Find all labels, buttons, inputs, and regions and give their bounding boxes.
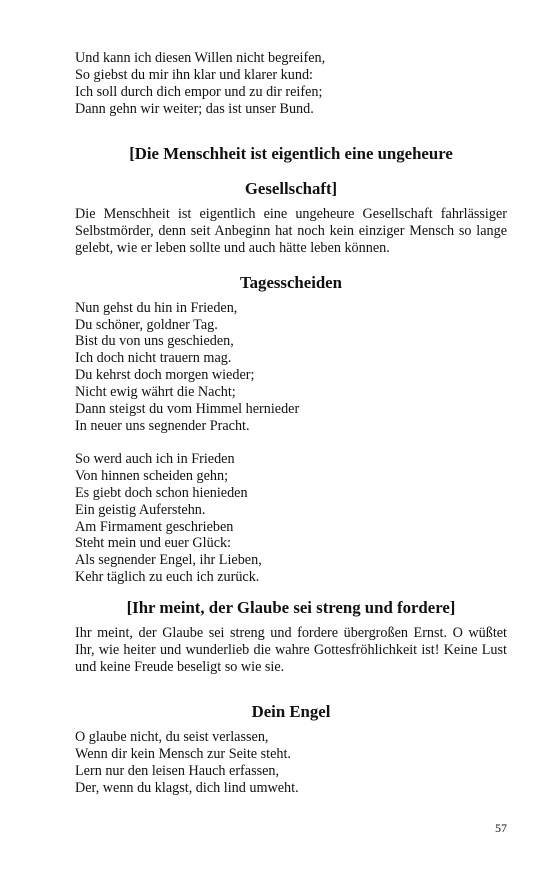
section-text-glaube: Ihr meint, der Glaube sei streng und fordere übergroßen Ernst. O wüßtet Ihr, wie heiter und wunderlieb die wahre Gottesfröhlichkeit ist! Keine Lust und keine Freude beseligt so wie sie. <box>75 625 507 676</box>
verse-line: Wenn dir kein Mensch zur Seite steht. <box>75 746 291 763</box>
verse-line: Ich soll durch dich empor und zu dir reifen; <box>75 83 323 100</box>
verse-line: Ein geistig Auferstehn. <box>75 501 206 518</box>
section-title-glaube: [Ihr meint, der Glaube sei streng und fordere] <box>126 598 456 618</box>
page-content <box>75 50 507 797</box>
verse-line: Nun gehst du hin in Frieden, <box>75 299 238 316</box>
section-title-tagesscheiden: Tagesscheiden <box>240 272 342 292</box>
verse-line: Lern nur den leisen Hauch erfassen, <box>75 762 280 779</box>
verse-line: In neuer uns segnender Pracht. <box>75 417 250 434</box>
title-line: Gesellschaft] <box>244 178 338 198</box>
verse-line: Nicht ewig währt die Nacht; <box>75 384 236 401</box>
verse-line: O glaube nicht, du seist verlassen, <box>75 729 269 746</box>
verse-line: Es giebt doch schon hienieden <box>75 484 248 501</box>
page-number: 57 <box>495 821 507 835</box>
verse-line: Der, wenn du klagst, dich lind umweht. <box>75 779 299 796</box>
section-title-engel: Dein Engel <box>251 702 331 722</box>
verse-line: Du schöner, goldner Tag. <box>75 316 218 333</box>
verse-line: So werd auch ich in Frieden <box>75 450 235 467</box>
poem-tagesscheiden-stanza-2 <box>75 451 507 586</box>
verse-line: Und kann ich diesen Willen nicht begreifen, <box>75 50 326 66</box>
verse-line: Von hinnen scheiden gehn; <box>75 467 229 484</box>
verse-line: So giebst du mir ihn klar und klarer kund: <box>75 66 314 83</box>
title-line: [Die Menschheit ist eigentlich eine ungeheure <box>129 143 453 163</box>
verse-line: Steht mein und euer Glück: <box>75 535 232 552</box>
verse-line: Du kehrst doch morgen wieder; <box>75 367 255 384</box>
verse-line: Am Firmament geschrieben <box>75 518 234 535</box>
verse-line: Bist du von uns geschieden, <box>75 333 234 350</box>
poem-top <box>75 50 507 118</box>
section-text-menschheit: Die Menschheit ist eigentlich eine ungeheure Gesellschaft fahrlässiger Selbstmörder, denn seit Anbeginn hat noch kein einziger Mensch so lange gelebt, wie er leben sollte und auch hätte leben können. <box>75 205 507 256</box>
verse-line: Dann steigst du vom Himmel hernieder <box>75 401 300 418</box>
verse-line: Als segnender Engel, ihr Lieben, <box>75 552 262 569</box>
poem-engel <box>75 729 507 797</box>
poem-tagesscheiden-stanza-1 <box>75 300 507 435</box>
verse-line: Ich doch nicht trauern mag. <box>75 350 232 367</box>
verse-line: Dann gehn wir weiter; das ist unser Bund. <box>75 100 314 117</box>
section-title-menschheit <box>75 136 507 206</box>
verse-line: Kehr täglich zu euch ich zurück. <box>75 569 260 586</box>
